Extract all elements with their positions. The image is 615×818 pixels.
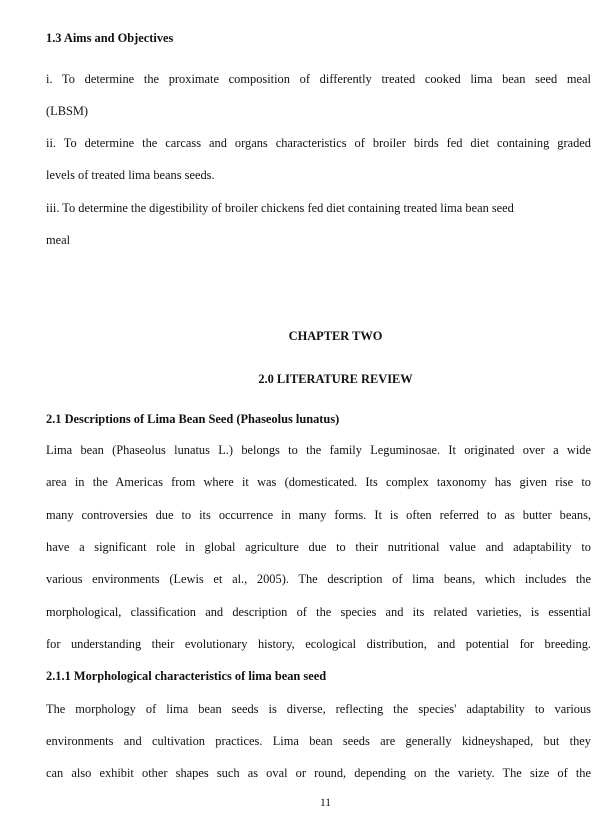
objective-ii-line-1: ii. To determine the carcass and organs characteristics of broiler birds fed diet containing graded	[46, 136, 591, 150]
objective-i-line-2: (LBSM)	[46, 104, 88, 118]
paragraph-line: area in the Americas from where it was (domesticated. Its complex taxonomy has given rise to	[46, 475, 591, 489]
paragraph-line: can also exhibit other shapes such as oval or round, depending on the variety. The size of the	[46, 766, 591, 780]
paragraph-line: various environments (Lewis et al., 2005). The description of lima beans, which includes the	[46, 572, 591, 586]
chapter-title: CHAPTER TWO	[288, 329, 383, 343]
paragraph-line: for understanding their evolutionary history, ecological distribution, and potential for breeding.	[46, 637, 591, 651]
section-2-1-heading: 2.1 Descriptions of Lima Bean Seed (Phaseolus lunatus)	[46, 412, 340, 426]
objective-iii-line-1: iii. To determine the digestibility of broiler chickens fed diet containing treated lima bean seed	[46, 201, 514, 215]
chapter-subtitle: 2.0 LITERATURE REVIEW	[258, 372, 413, 386]
paragraph-line: The morphology of lima bean seeds is diverse, reflecting the species' adaptability to various	[46, 702, 591, 716]
objective-i-line-1: i. To determine the proximate composition of differently treated cooked lima bean seed meal	[46, 72, 591, 86]
section-2-1-1-heading: 2.1.1 Morphological characteristics of lima bean seed	[46, 669, 327, 683]
section-1-3-heading: 1.3 Aims and Objectives	[46, 31, 174, 45]
paragraph-line: environments and cultivation practices. Lima bean seeds are generally kidneyshaped, but they	[46, 734, 591, 748]
objective-ii-line-2: levels of treated lima beans seeds.	[46, 168, 215, 182]
objective-iii-line-2: meal	[46, 233, 71, 247]
paragraph-line: many controversies due to its occurrence in many forms. It is often referred to as butter beans,	[46, 508, 591, 522]
paragraph-line: have a significant role in global agriculture due to their nutritional value and adaptability to	[46, 540, 591, 554]
paragraph-line: Lima bean (Phaseolus lunatus L.) belongs to the family Leguminosae. It originated over a wide	[46, 443, 591, 457]
page-number: 11	[319, 797, 332, 809]
paragraph-line: morphological, classification and description of the species and its related varieties, is essential	[46, 605, 591, 619]
